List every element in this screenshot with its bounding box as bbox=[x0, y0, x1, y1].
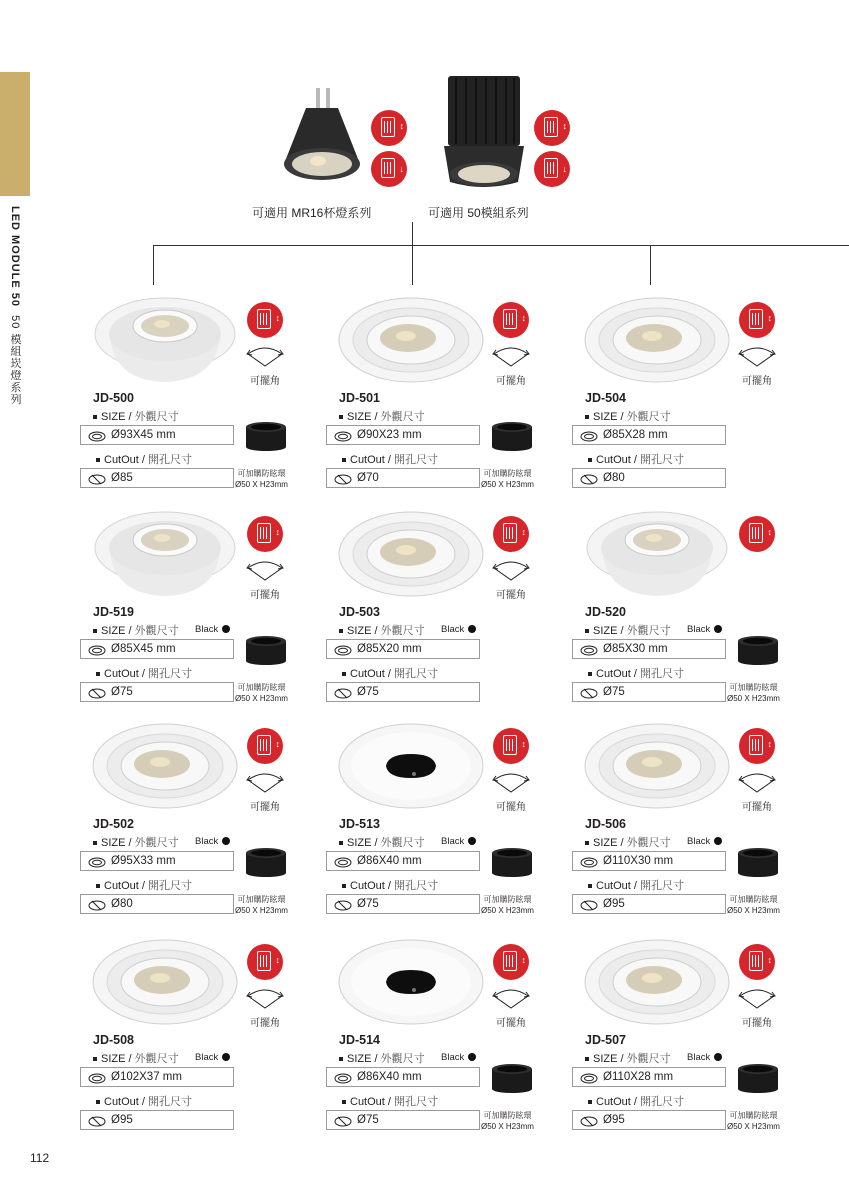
size-field: Ø110X30 mm bbox=[572, 851, 726, 871]
anti-glare-ring-note: 可加購防眩環 Ø50 X H23mm bbox=[235, 683, 288, 703]
tree-trunk bbox=[412, 222, 413, 246]
adjustable-badge-icon: ↕ bbox=[739, 516, 775, 552]
product-image bbox=[336, 936, 486, 1028]
cutout-hole-icon bbox=[88, 473, 106, 484]
model-number: JD-500 bbox=[93, 391, 134, 405]
size-label: SIZE / 外觀尺寸 bbox=[93, 1050, 179, 1066]
black-color-dot bbox=[222, 1053, 230, 1061]
model-number: JD-503 bbox=[339, 605, 380, 619]
cutout-hole-icon bbox=[334, 899, 352, 910]
size-field: Ø85X30 mm bbox=[572, 639, 726, 659]
anti-glare-ring-image bbox=[244, 421, 288, 451]
anti-glare-ring-image bbox=[490, 421, 534, 451]
tilt-angle-label: 可擺角 bbox=[742, 376, 772, 387]
cutout-label: CutOut / 開孔尺寸 bbox=[588, 451, 684, 467]
tilt-angle-label: 可擺角 bbox=[250, 376, 280, 387]
cutout-hole-icon bbox=[580, 473, 598, 484]
anti-glare-ring-image bbox=[244, 635, 288, 665]
cutout-field: Ø85 bbox=[80, 468, 234, 488]
tilt-angle-icon bbox=[490, 986, 532, 1010]
tilt-angle-icon bbox=[244, 344, 286, 368]
size-label: SIZE / 外觀尺寸 bbox=[585, 834, 671, 850]
adjustable-badge-icon: ↕ bbox=[247, 944, 283, 980]
adjustable-badge-icon: ↕ bbox=[493, 944, 529, 980]
black-color-dot bbox=[468, 1053, 476, 1061]
cutout-hole-icon bbox=[334, 687, 352, 698]
product-image bbox=[90, 720, 240, 812]
adjustable-badge-icon: ↓ bbox=[534, 151, 570, 187]
cutout-label: CutOut / 開孔尺寸 bbox=[588, 1093, 684, 1109]
product-card bbox=[572, 508, 812, 718]
cutout-field: Ø95 bbox=[572, 894, 726, 914]
cutout-field: Ø70 bbox=[326, 468, 480, 488]
cutout-label: CutOut / 開孔尺寸 bbox=[342, 1093, 438, 1109]
tree-branch bbox=[153, 245, 849, 246]
product-image bbox=[90, 294, 240, 386]
size-label: SIZE / 外觀尺寸 bbox=[339, 622, 425, 638]
anti-glare-ring-image bbox=[736, 635, 780, 665]
cutout-hole-icon bbox=[334, 473, 352, 484]
adjustable-badge-icon: ↕ bbox=[739, 944, 775, 980]
tilt-angle-icon bbox=[736, 986, 778, 1010]
tilt-angle-icon bbox=[244, 986, 286, 1010]
adjustable-badge-icon: ↕ bbox=[493, 728, 529, 764]
cutout-field: Ø95 bbox=[572, 1110, 726, 1130]
cutout-field: Ø75 bbox=[572, 682, 726, 702]
cutout-field: Ø75 bbox=[326, 1110, 480, 1130]
tilt-angle-icon bbox=[490, 344, 532, 368]
cutout-field: Ø75 bbox=[326, 894, 480, 914]
black-color-dot bbox=[468, 837, 476, 845]
cutout-hole-icon bbox=[88, 687, 106, 698]
anti-glare-ring-note: 可加購防眩環 Ø50 X H23mm bbox=[727, 683, 780, 703]
size-label: SIZE / 外觀尺寸 bbox=[585, 622, 671, 638]
size-label: SIZE / 外觀尺寸 bbox=[93, 834, 179, 850]
model-number: JD-504 bbox=[585, 391, 626, 405]
product-image bbox=[336, 294, 486, 386]
tilt-angle-label: 可擺角 bbox=[250, 1018, 280, 1029]
product-image bbox=[582, 508, 732, 600]
cutout-hole-icon bbox=[88, 899, 106, 910]
tilt-angle-label: 可擺角 bbox=[496, 376, 526, 387]
size-field: Ø90X23 mm bbox=[326, 425, 480, 445]
black-option-tag: Black bbox=[441, 836, 476, 847]
product-image bbox=[582, 720, 732, 812]
outline-size-icon bbox=[88, 856, 106, 867]
model-number: JD-508 bbox=[93, 1033, 134, 1047]
cutout-field: Ø95 bbox=[80, 1110, 234, 1130]
product-card bbox=[326, 936, 566, 1146]
outline-size-icon bbox=[88, 644, 106, 655]
model-number: JD-514 bbox=[339, 1033, 380, 1047]
anti-glare-ring-image bbox=[244, 847, 288, 877]
size-field: Ø95X33 mm bbox=[80, 851, 234, 871]
side-title: LED MODULE 50 50 模組崁燈系列 bbox=[9, 206, 21, 406]
product-card bbox=[326, 720, 566, 930]
adjustable-badge-icon: ↕ bbox=[247, 302, 283, 338]
tilt-angle-icon bbox=[244, 558, 286, 582]
product-card bbox=[80, 936, 320, 1146]
adjustable-badge-icon: ↕ bbox=[739, 302, 775, 338]
tree-drop bbox=[153, 245, 154, 285]
anti-glare-ring-image bbox=[736, 1063, 780, 1093]
black-color-dot bbox=[222, 625, 230, 633]
product-card bbox=[326, 508, 566, 718]
black-color-dot bbox=[222, 837, 230, 845]
cutout-field: Ø80 bbox=[80, 894, 234, 914]
anti-glare-ring-note: 可加購防眩環 Ø50 X H23mm bbox=[727, 895, 780, 915]
product-card bbox=[80, 508, 320, 718]
page-number: 112 bbox=[30, 1151, 50, 1165]
adjustable-badge-icon: ↕ bbox=[247, 516, 283, 552]
outline-size-icon bbox=[334, 856, 352, 867]
black-color-dot bbox=[468, 625, 476, 633]
size-label: SIZE / 外觀尺寸 bbox=[93, 622, 179, 638]
tree-drop bbox=[650, 245, 651, 285]
black-option-tag: Black bbox=[195, 624, 230, 635]
cutout-label: CutOut / 開孔尺寸 bbox=[588, 665, 684, 681]
tilt-angle-icon bbox=[736, 344, 778, 368]
cutout-label: CutOut / 開孔尺寸 bbox=[96, 665, 192, 681]
model-number: JD-507 bbox=[585, 1033, 626, 1047]
adjustable-badge-icon: ↕ bbox=[247, 728, 283, 764]
size-field: Ø85X20 mm bbox=[326, 639, 480, 659]
model-number: JD-501 bbox=[339, 391, 380, 405]
module50-compat-label: 可適用 50模組系列 bbox=[428, 206, 529, 220]
product-card bbox=[326, 294, 566, 504]
black-option-tag: Black bbox=[687, 624, 722, 635]
size-label: SIZE / 外觀尺寸 bbox=[339, 834, 425, 850]
product-image bbox=[336, 508, 486, 600]
size-label: SIZE / 外觀尺寸 bbox=[585, 1050, 671, 1066]
anti-glare-ring-image bbox=[736, 847, 780, 877]
adjustable-badge-icon: ↕ bbox=[739, 728, 775, 764]
cutout-label: CutOut / 開孔尺寸 bbox=[96, 451, 192, 467]
cutout-label: CutOut / 開孔尺寸 bbox=[96, 1093, 192, 1109]
outline-size-icon bbox=[580, 644, 598, 655]
product-image bbox=[90, 508, 240, 600]
cutout-label: CutOut / 開孔尺寸 bbox=[342, 451, 438, 467]
model-number: JD-519 bbox=[93, 605, 134, 619]
tilt-angle-label: 可擺角 bbox=[496, 802, 526, 813]
outline-size-icon bbox=[88, 1072, 106, 1083]
size-label: SIZE / 外觀尺寸 bbox=[585, 408, 671, 424]
cutout-label: CutOut / 開孔尺寸 bbox=[588, 877, 684, 893]
cutout-hole-icon bbox=[334, 1115, 352, 1126]
cutout-field: Ø75 bbox=[80, 682, 234, 702]
anti-glare-ring-note: 可加購防眩環 Ø50 X H23mm bbox=[235, 469, 288, 489]
anti-glare-ring-image bbox=[490, 847, 534, 877]
tilt-angle-label: 可擺角 bbox=[250, 590, 280, 601]
product-image bbox=[336, 720, 486, 812]
anti-glare-ring-note: 可加購防眩環 Ø50 X H23mm bbox=[481, 1111, 534, 1131]
product-image bbox=[582, 294, 732, 386]
tilt-angle-icon bbox=[736, 770, 778, 794]
anti-glare-ring-note: 可加購防眩環 Ø50 X H23mm bbox=[481, 469, 534, 489]
cutout-hole-icon bbox=[580, 687, 598, 698]
black-color-dot bbox=[714, 625, 722, 633]
black-option-tag: Black bbox=[441, 1052, 476, 1063]
black-option-tag: Black bbox=[441, 624, 476, 635]
product-card bbox=[80, 720, 320, 930]
outline-size-icon bbox=[334, 644, 352, 655]
anti-glare-ring-note: 可加購防眩環 Ø50 X H23mm bbox=[727, 1111, 780, 1131]
size-field: Ø86X40 mm bbox=[326, 1067, 480, 1087]
adjustable-badge-icon: ↕ bbox=[534, 110, 570, 146]
product-card bbox=[80, 294, 320, 504]
cutout-hole-icon bbox=[580, 1115, 598, 1126]
model-number: JD-513 bbox=[339, 817, 380, 831]
module50-lamp-image bbox=[438, 70, 530, 194]
size-field: Ø110X28 mm bbox=[572, 1067, 726, 1087]
tilt-angle-icon bbox=[490, 770, 532, 794]
size-field: Ø85X45 mm bbox=[80, 639, 234, 659]
black-option-tag: Black bbox=[195, 836, 230, 847]
size-field: Ø102X37 mm bbox=[80, 1067, 234, 1087]
tilt-angle-label: 可擺角 bbox=[742, 802, 772, 813]
cutout-hole-icon bbox=[88, 1115, 106, 1126]
cutout-label: CutOut / 開孔尺寸 bbox=[342, 665, 438, 681]
size-field: Ø93X45 mm bbox=[80, 425, 234, 445]
tilt-angle-label: 可擺角 bbox=[250, 802, 280, 813]
anti-glare-ring-note: 可加購防眩環 Ø50 X H23mm bbox=[235, 895, 288, 915]
tilt-angle-icon bbox=[490, 558, 532, 582]
tree-drop bbox=[412, 245, 413, 285]
outline-size-icon bbox=[334, 430, 352, 441]
cutout-label: CutOut / 開孔尺寸 bbox=[342, 877, 438, 893]
outline-size-icon bbox=[580, 430, 598, 441]
outline-size-icon bbox=[580, 856, 598, 867]
anti-glare-ring-note: 可加購防眩環 Ø50 X H23mm bbox=[481, 895, 534, 915]
outline-size-icon bbox=[334, 1072, 352, 1083]
black-option-tag: Black bbox=[687, 836, 722, 847]
mr16-lamp-image bbox=[276, 86, 368, 190]
cutout-hole-icon bbox=[580, 899, 598, 910]
black-option-tag: Black bbox=[195, 1052, 230, 1063]
size-field: Ø86X40 mm bbox=[326, 851, 480, 871]
size-label: SIZE / 外觀尺寸 bbox=[93, 408, 179, 424]
tilt-angle-icon bbox=[244, 770, 286, 794]
product-card bbox=[572, 294, 812, 504]
product-image bbox=[90, 936, 240, 1028]
size-label: SIZE / 外觀尺寸 bbox=[339, 408, 425, 424]
tilt-angle-label: 可擺角 bbox=[496, 590, 526, 601]
model-number: JD-502 bbox=[93, 817, 134, 831]
adjustable-badge-icon: ↕ bbox=[493, 302, 529, 338]
black-color-dot bbox=[714, 1053, 722, 1061]
product-image bbox=[582, 936, 732, 1028]
mr16-compat-label: 可適用 MR16杯燈系列 bbox=[252, 206, 372, 220]
tilt-angle-label: 可擺角 bbox=[496, 1018, 526, 1029]
outline-size-icon bbox=[88, 430, 106, 441]
model-number: JD-520 bbox=[585, 605, 626, 619]
adjustable-badge-icon: ↕ bbox=[493, 516, 529, 552]
model-number: JD-506 bbox=[585, 817, 626, 831]
anti-glare-ring-image bbox=[490, 1063, 534, 1093]
product-card bbox=[572, 936, 812, 1146]
black-color-dot bbox=[714, 837, 722, 845]
adjustable-badge-icon: ↓ bbox=[371, 151, 407, 187]
tilt-angle-label: 可擺角 bbox=[742, 1018, 772, 1029]
cutout-label: CutOut / 開孔尺寸 bbox=[96, 877, 192, 893]
cutout-field: Ø80 bbox=[572, 468, 726, 488]
size-label: SIZE / 外觀尺寸 bbox=[339, 1050, 425, 1066]
cutout-field: Ø75 bbox=[326, 682, 480, 702]
side-color-tab bbox=[0, 72, 30, 196]
size-field: Ø85X28 mm bbox=[572, 425, 726, 445]
outline-size-icon bbox=[580, 1072, 598, 1083]
adjustable-badge-icon: ↕ bbox=[371, 110, 407, 146]
black-option-tag: Black bbox=[687, 1052, 722, 1063]
product-card bbox=[572, 720, 812, 930]
